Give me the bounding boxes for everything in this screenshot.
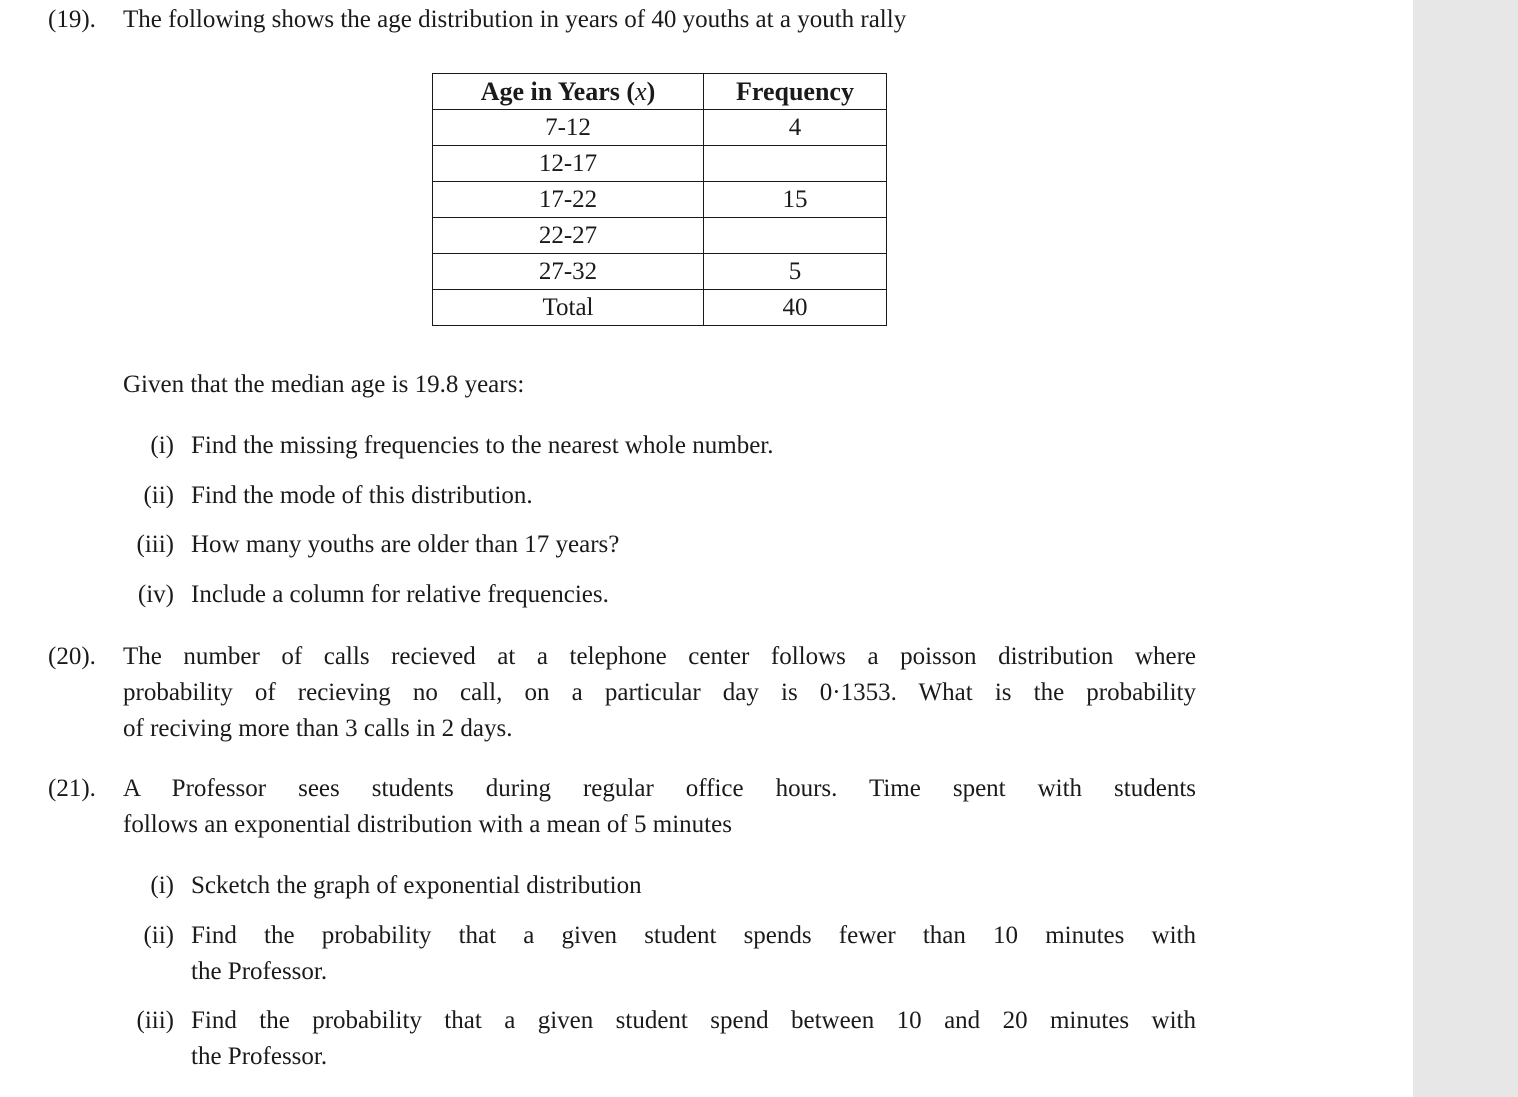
age-column-header: Age in Years (x) [433,74,704,110]
part-text: Include a column for relative frequencies. [191,581,609,608]
part-text: Find the probability that a given student spends fewer than 10 minutes with [191,922,1196,949]
table-total-row [433,290,887,326]
part-label: (ii) [143,922,174,949]
part-label: (ii) [143,482,174,509]
total-label-cell: Total [433,290,704,326]
part-label: (iii) [136,1007,174,1034]
question-21-line: follows an exponential distribution with a mean of 5 minutes [123,811,732,838]
part-label: (iv) [137,581,174,608]
question-20-number: (20). [48,643,96,670]
table-header-row [433,74,887,110]
frequency-cell: 5 [704,254,887,290]
question-20-line: The number of calls recieved at a telephone center follows a poisson distribution where [123,643,1196,670]
question-19-given: Given that the median age is 19.8 years: [123,371,525,398]
question-19-intro: The following shows the age distribution in years of 40 youths at a youth rally [123,6,907,33]
question-20-line: probability of recieving no call, on a particular day is 0·1353. What is the probability [123,679,1196,706]
question-21-line: A Professor sees students during regular office hours. Time spent with students [123,775,1196,802]
table-row [433,182,887,218]
table-row [433,110,887,146]
question-20-line: of reciving more than 3 calls in 2 days. [123,715,513,742]
side-panel [1413,0,1518,1097]
part-text: Find the probability that a given student spend between 10 and 20 minutes with [191,1007,1196,1034]
part-text: the Professor. [191,958,328,985]
part-text: the Professor. [191,1043,328,1070]
frequency-cell [704,218,887,254]
table-row [433,254,887,290]
part-label: (i) [150,432,174,459]
age-cell: 27-32 [433,254,704,290]
part-label: (iii) [136,531,174,558]
question-21-number: (21). [48,775,96,802]
table-row [433,146,887,182]
frequency-cell [704,146,887,182]
age-cell: 7-12 [433,110,704,146]
frequency-cell: 4 [704,110,887,146]
frequency-column-header: Frequency [704,74,887,110]
part-text: How many youths are older than 17 years? [191,531,620,558]
part-text: Find the missing frequencies to the nearest whole number. [191,432,774,459]
age-cell: 22-27 [433,218,704,254]
table-row [433,218,887,254]
part-label: (i) [150,872,174,899]
question-19-number: (19). [48,6,96,33]
part-text: Find the mode of this distribution. [191,482,533,509]
age-cell: 12-17 [433,146,704,182]
age-cell: 17-22 [433,182,704,218]
frequency-cell: 15 [704,182,887,218]
total-value-cell: 40 [704,290,887,326]
age-frequency-table [432,73,887,326]
part-text: Scketch the graph of exponential distribution [191,872,642,899]
